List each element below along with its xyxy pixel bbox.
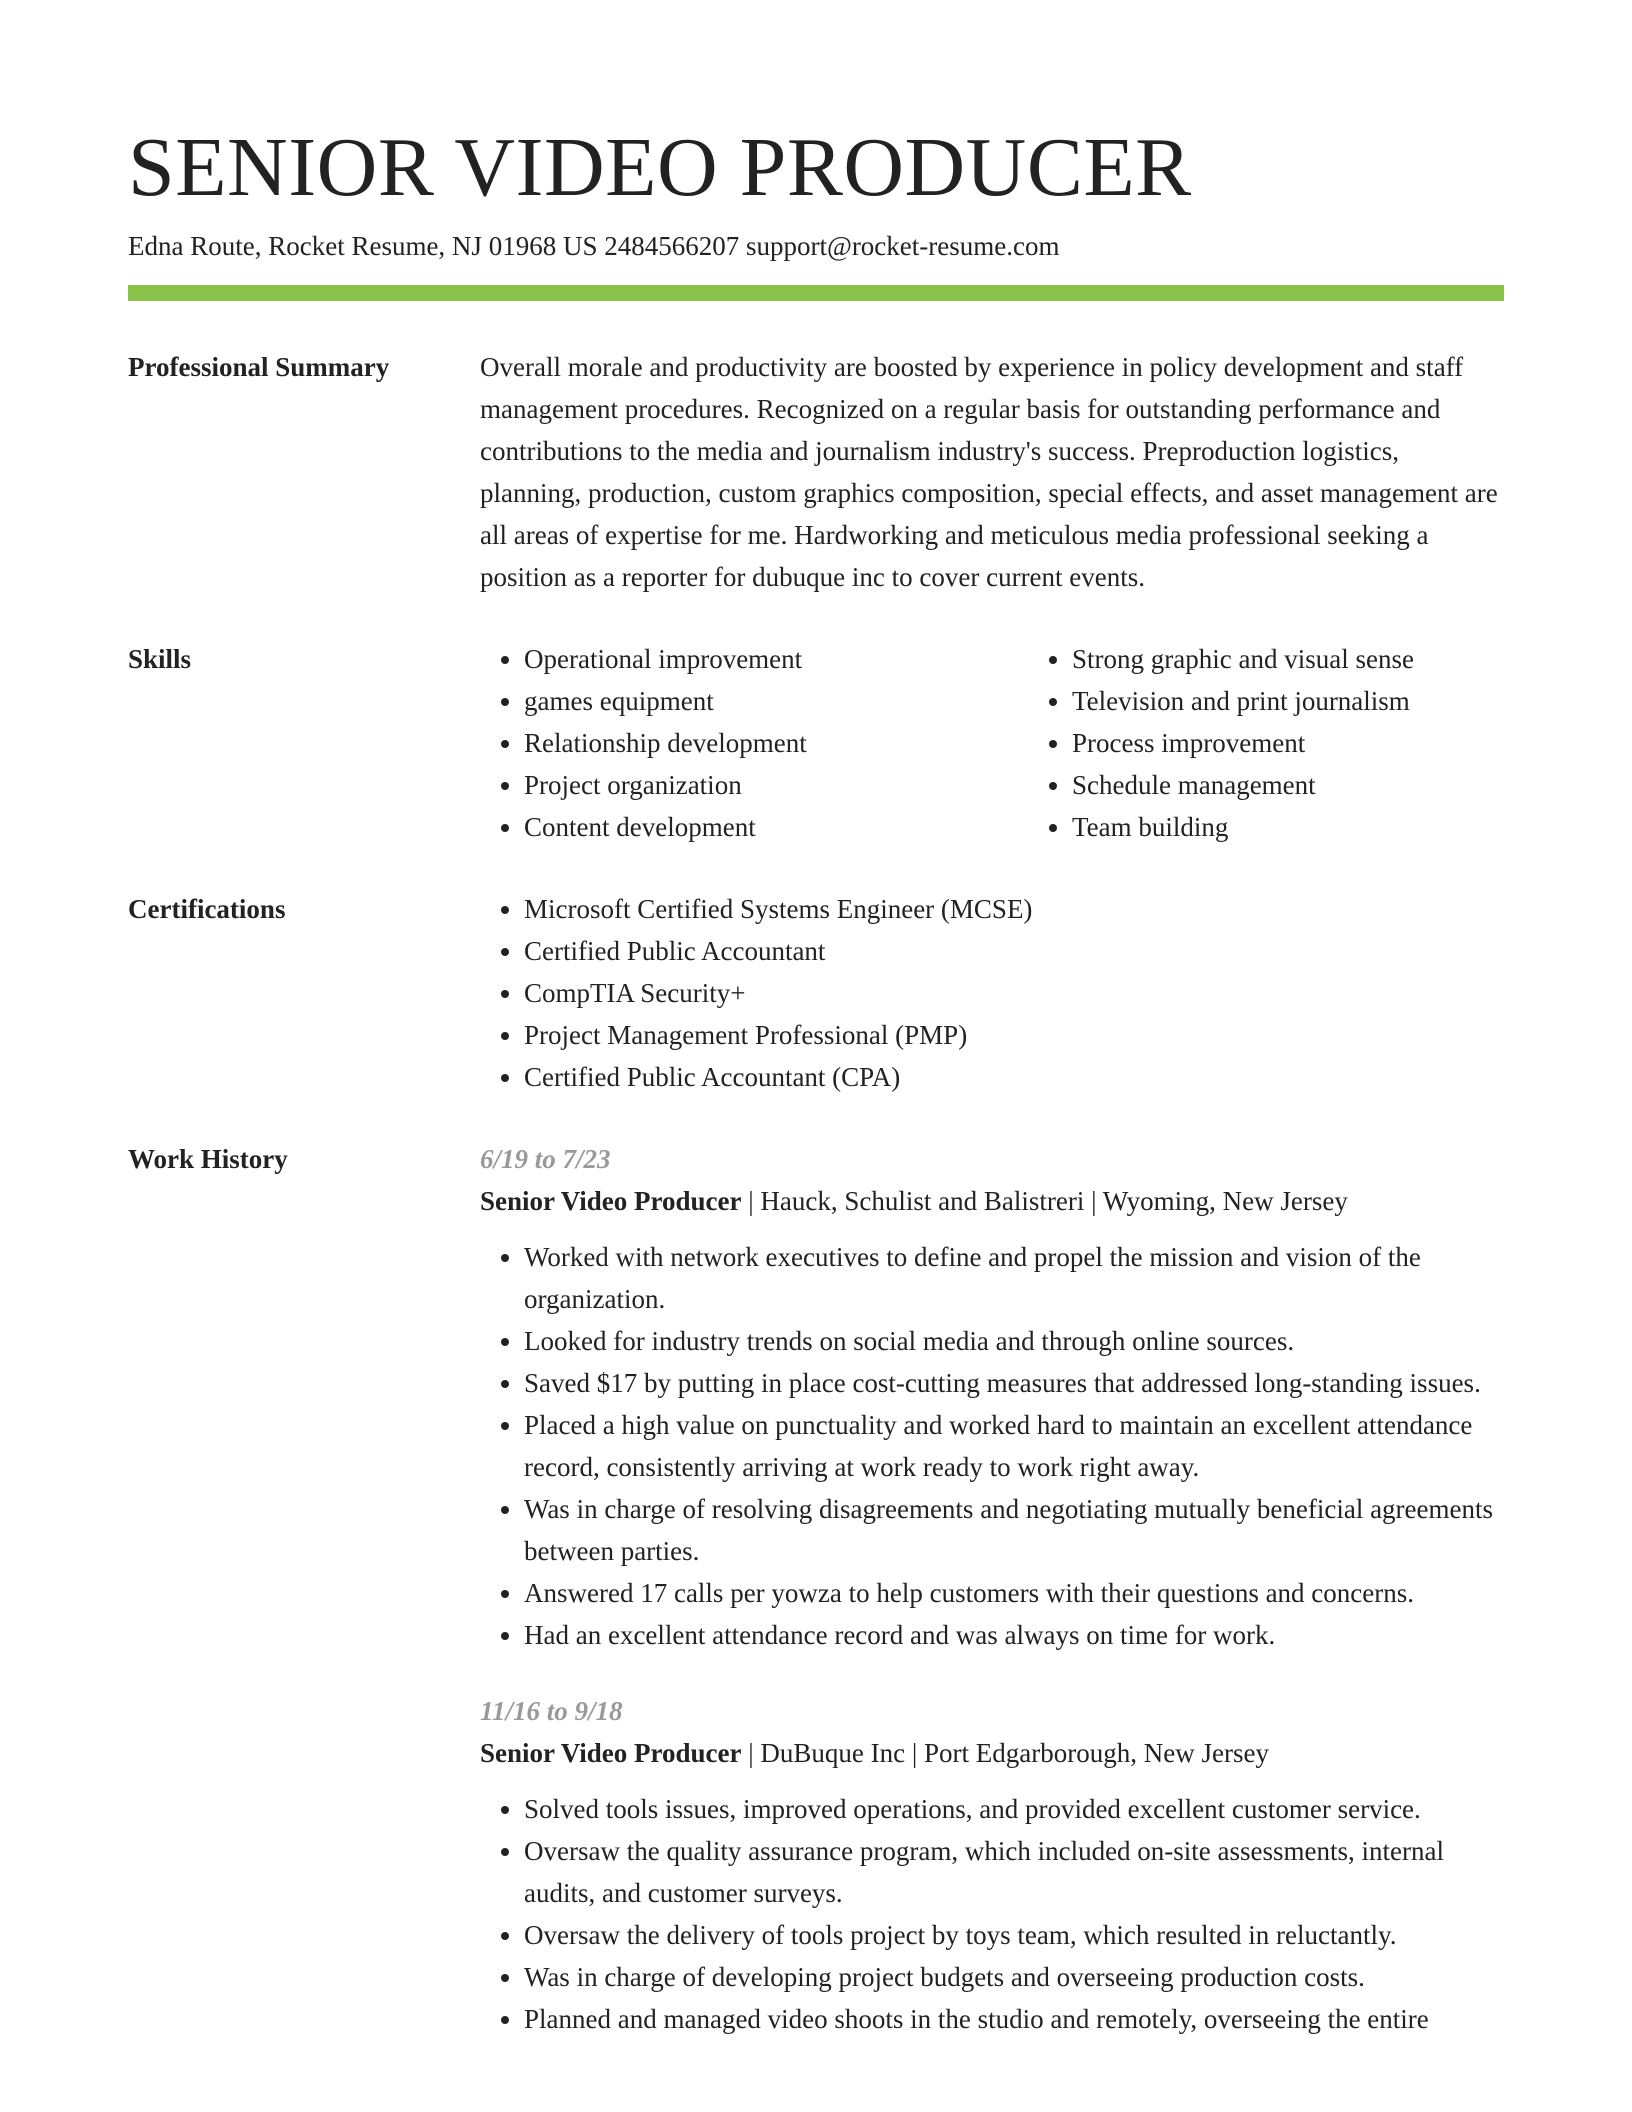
certifications-title: Certifications — [128, 894, 286, 924]
job-bullet: • Placed a high value on punctuality and worked hard to maintain an excellent attendance record, consistently arriving at work ready to work right away. — [524, 1404, 1504, 1488]
skill-item: • Process improvement — [1072, 722, 1576, 764]
resume-sections — [128, 346, 1504, 2112]
skill-item: • Content development — [524, 806, 1028, 848]
work-history-body — [480, 1138, 1504, 2074]
job-entry — [480, 1138, 1504, 1656]
certification-item: • Certified Public Accountant — [524, 930, 1504, 972]
summary-body — [480, 346, 1504, 598]
job-bullet: • Oversaw the delivery of tools project by toys team, which resulted in reluctantly. — [524, 1914, 1504, 1956]
job-bullet: • Looked for industry trends on social media and through online sources. — [524, 1320, 1504, 1362]
skills-column-1 — [480, 638, 1028, 848]
job-bullets — [480, 1236, 1504, 1656]
skill-item: • Project organization — [524, 764, 1028, 806]
certification-item: • CompTIA Security+ — [524, 972, 1504, 1014]
job-bullet: • Oversaw the quality assurance program, which included on-site assessments, internal audits, and customer surveys. — [524, 1830, 1504, 1914]
skills-grid — [480, 638, 1576, 848]
summary-title: Professional Summary — [128, 352, 390, 382]
job-details: | Hauck, Schulist and Balistreri | Wyoming, New Jersey — [741, 1186, 1348, 1216]
skill-item: • Team building — [1072, 806, 1576, 848]
skill-item: • Television and print journalism — [1072, 680, 1576, 722]
skill-item: • Strong graphic and visual sense — [1072, 638, 1576, 680]
work-history-section — [128, 1138, 1504, 2074]
job-line — [480, 1732, 1504, 1774]
certification-item: • Project Management Professional (PMP) — [524, 1014, 1504, 1056]
certifications-list — [480, 888, 1504, 1098]
skill-item: • Relationship development — [524, 722, 1028, 764]
job-bullets — [480, 1788, 1504, 2040]
job-bullet: • Answered 17 calls per yowza to help customers with their questions and concerns. — [524, 1572, 1504, 1614]
job-bullet: • Solved tools issues, improved operations, and provided excellent customer service. — [524, 1788, 1504, 1830]
job-bullet: • Planned and managed video shoots in the studio and remotely, overseeing the entire — [524, 1998, 1504, 2040]
skills-column-2 — [1028, 638, 1576, 848]
job-bullet: • Saved $17 by putting in place cost-cutting measures that addressed long-standing issues. — [524, 1362, 1504, 1404]
skill-item: • Schedule management — [1072, 764, 1576, 806]
job-bullet: • Was in charge of developing project budgets and overseeing production costs. — [524, 1956, 1504, 1998]
certification-item: • Certified Public Accountant (CPA) — [524, 1056, 1504, 1098]
job-dates: 11/16 to 9/18 — [480, 1696, 623, 1726]
job-title: Senior Video Producer — [480, 1186, 742, 1216]
job-title: Senior Video Producer — [480, 1738, 742, 1768]
job-dates: 6/19 to 7/23 — [480, 1144, 611, 1174]
certifications-section — [128, 888, 1504, 1098]
certifications-body — [480, 888, 1504, 1098]
certification-item: • Microsoft Certified Systems Engineer (MCSE) — [524, 888, 1504, 930]
summary-section — [128, 346, 1504, 598]
job-entry — [480, 1690, 1504, 2040]
skill-item: • games equipment — [524, 680, 1028, 722]
job-bullet: • Was in charge of resolving disagreements and negotiating mutually beneficial agreements between parties. — [524, 1488, 1504, 1572]
job-details: | DuBuque Inc | Port Edgarborough, New Jersey — [741, 1738, 1269, 1768]
skills-title: Skills — [128, 644, 192, 674]
job-bullet: • Worked with network executives to define and propel the mission and vision of the organization. — [524, 1236, 1504, 1320]
skills-section — [128, 638, 1504, 848]
skill-item: • Operational improvement — [524, 638, 1028, 680]
summary-text: Overall morale and productivity are boosted by experience in policy development and staff management procedures. Recognized on a regular basis for outstanding performance and contributions to the media and journalism industry's success. Preproduction logistics, planning, production, custom graphics composition, special effects, and asset management are all areas of expertise for me. Hardworking and meticulous media professional seeking a position as a reporter for dubuque inc to cover current events. — [480, 352, 1498, 592]
job-line — [480, 1180, 1504, 1222]
header-divider — [128, 285, 1504, 301]
resume-name: SENIOR VIDEO PRODUCER — [128, 121, 1192, 214]
job-bullet: • Had an excellent attendance record and was always on time for work. — [524, 1614, 1504, 1656]
resume-header — [128, 118, 1504, 264]
contact-line: Edna Route, Rocket Resume, NJ 01968 US 2484566207 support@rocket-resume.com — [128, 231, 1060, 261]
work-history-title: Work History — [128, 1144, 288, 1174]
